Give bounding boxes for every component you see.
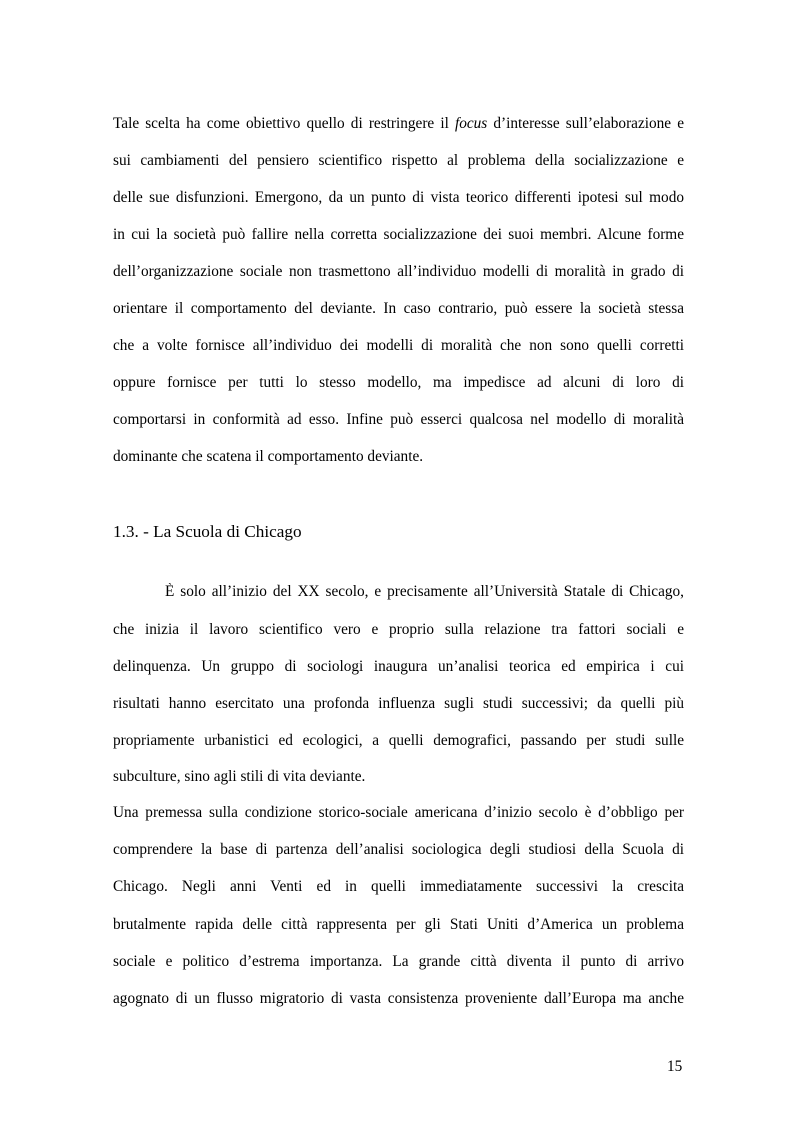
paragraph-1-line-1 [113, 115, 684, 133]
paragraph-3-line-6: agognato di un flusso migratorio di vasta consistenza proveniente dall’Europa ma anche [113, 990, 684, 1007]
paragraph-2-line-6: subculture, sino agli stili di vita deviante. [113, 768, 366, 785]
paragraph-2-line-4: risultati hanno esercitato una profonda influenza sugli studi successivi; da quelli più [113, 695, 684, 712]
text-segment: d’interesse sull’elaborazione e [487, 115, 684, 132]
paragraph-3-line-3: Chicago. Negli anni Venti ed in quelli immediatamente successivi la crescita [113, 878, 684, 895]
paragraph-3-line-4: brutalmente rapida delle città rappresenta per gli Stati Uniti d’America un problema [113, 916, 684, 933]
paragraph-1-line-9: comportarsi in conformità ad esso. Infine può esserci qualcosa nel modello di moralità [113, 411, 684, 428]
paragraph-2-line-2: che inizia il lavoro scientifico vero e proprio sulla relazione tra fattori sociali e [113, 621, 684, 638]
text-segment: Tale scelta ha come obiettivo quello di restringere il [113, 115, 455, 132]
paragraph-1-line-8: oppure fornisce per tutti lo stesso modello, ma impedisce ad alcuni di loro di [113, 374, 684, 391]
emphasis-text: focus [454, 115, 488, 132]
paragraph-3-line-2: comprendere la base di partenza dell’analisi sociologica degli studiosi della Scuola di [113, 841, 684, 858]
section-heading: 1.3. - La Scuola di Chicago [113, 522, 302, 541]
paragraph-1-line-2: sui cambiamenti del pensiero scientifico rispetto al problema della socializzazione e [113, 152, 684, 169]
paragraph-1-line-4: in cui la società può fallire nella corretta socializzazione dei suoi membri. Alcune forme [113, 226, 684, 243]
paragraph-2-line-5: propriamente urbanistici ed ecologici, a quelli demografici, passando per studi sulle [113, 732, 684, 749]
paragraph-1-line-3: delle sue disfunzioni. Emergono, da un punto di vista teorico differenti ipotesi sul modo [113, 189, 684, 206]
paragraph-2-line-3: delinquenza. Un gruppo di sociologi inaugura un’analisi teorica ed empirica i cui [113, 658, 684, 675]
paragraph-1-line-7: che a volte fornisce all’individuo dei modelli di moralità che non sono quelli corretti [113, 337, 684, 354]
paragraph-1-line-6: orientare il comportamento del deviante. In caso contrario, può essere la società stessa [113, 300, 684, 317]
paragraph-3-line-5: sociale e politico d’estrema importanza. La grande città diventa il punto di arrivo [113, 953, 684, 970]
paragraph-2-line-1: È solo all’inizio del XX secolo, e precisamente all’Università Statale di Chicago, [165, 583, 684, 600]
paragraph-3-line-1: Una premessa sulla condizione storico-sociale americana d’inizio secolo è d’obbligo per [113, 804, 684, 821]
paragraph-1-line-5: dell’organizzazione sociale non trasmettono all’individuo modelli di moralità in grado di [113, 263, 684, 280]
paragraph-1-line-10: dominante che scatena il comportamento deviante. [113, 448, 424, 465]
page-number: 15 [667, 1058, 683, 1075]
